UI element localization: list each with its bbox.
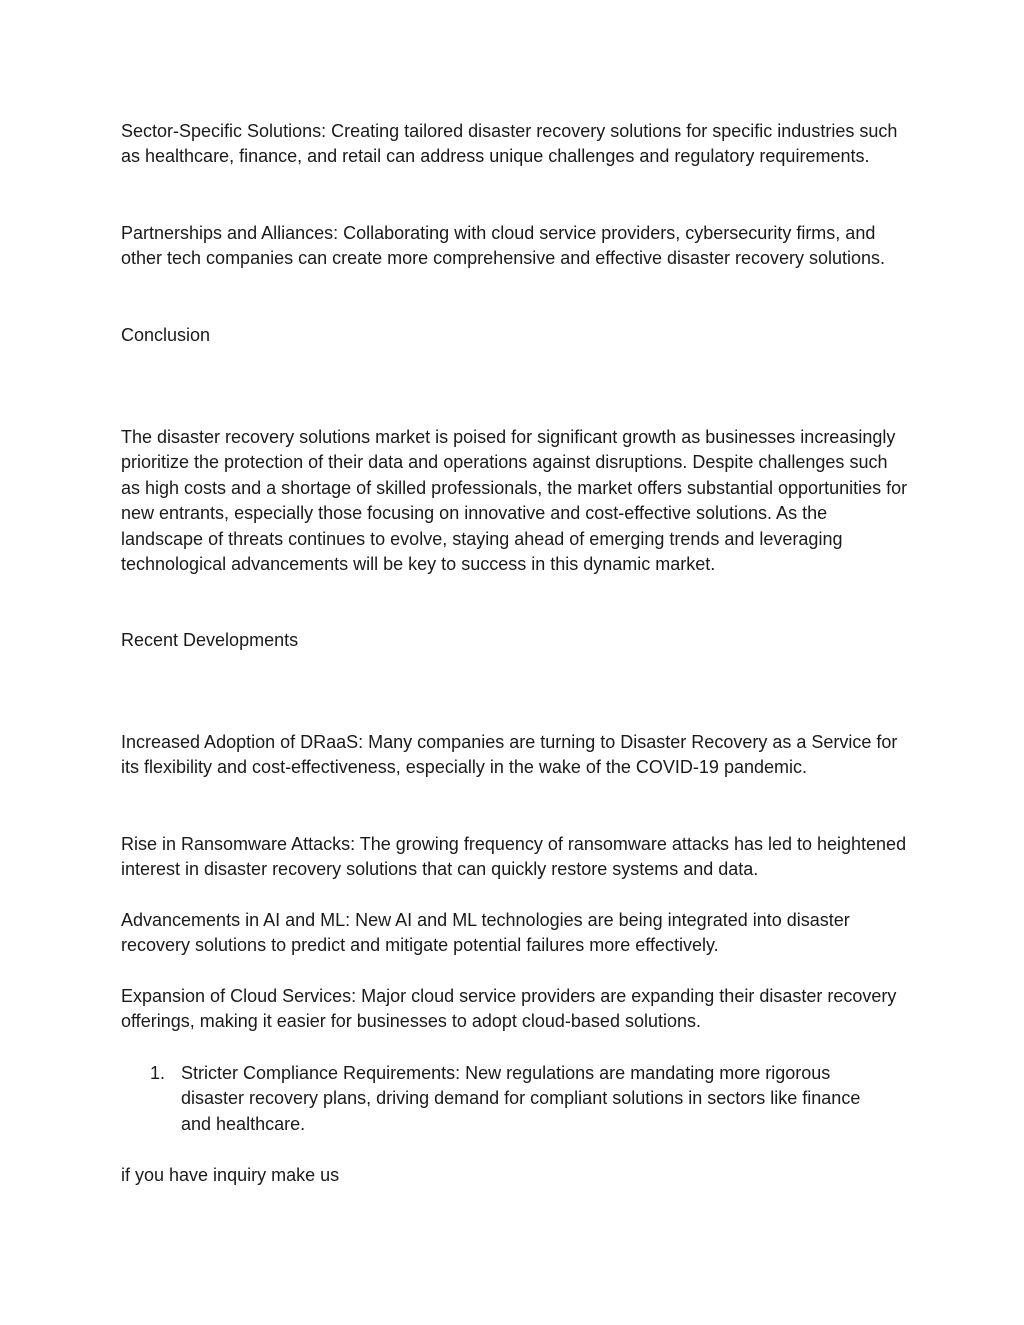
- paragraph-cloud-services-expansion: Expansion of Cloud Services: Major cloud service providers are expanding their disaster recovery offerings, making it easier for businesses to adopt cloud-based solutions.: [121, 986, 897, 1032]
- list-item: [121, 1061, 911, 1137]
- paragraph-sector-specific-solutions: Sector-Specific Solutions: Creating tailored disaster recovery solutions for specific industries such as healthcare, finance, and retail can address unique challenges and regulatory requirements.: [121, 121, 898, 167]
- list-item-text: Stricter Compliance Requirements: New regulations are mandating more rigorous disaster recovery plans, driving demand for compliant solutions in sectors like finance and healthcare.: [181, 1063, 861, 1134]
- list-item-number: 1.: [150, 1063, 166, 1083]
- paragraph-ai-ml-advancements: Advancements in AI and ML: New AI and ML technologies are being integrated into disaster recovery solutions to predict and mitigate potential failures more effectively.: [121, 910, 850, 956]
- heading-conclusion: Conclusion: [121, 325, 211, 345]
- paragraph-conclusion-body: The disaster recovery solutions market is poised for significant growth as businesses increasingly prioritize the protection of their data and operations against disruptions. Despite challenges such as high costs and a shortage of skilled professionals, the market offers substantial opportunities for new entrants, especially those focusing on innovative and cost-effective solutions. As the landscape of threats continues to evolve, staying ahead of emerging trends and leveraging technological advancements will be key to success in this dynamic market.: [121, 427, 908, 575]
- paragraph-partnerships-and-alliances: Partnerships and Alliances: Collaborating with cloud service providers, cybersecurity firms, and other tech companies can create more comprehensive and effective disaster recovery solutions.: [121, 223, 886, 269]
- closing-line: if you have inquiry make us: [121, 1165, 340, 1185]
- paragraph-ransomware-attacks: Rise in Ransomware Attacks: The growing frequency of ransomware attacks has led to heightened interest in disaster recovery solutions that can quickly restore systems and data.: [121, 834, 907, 880]
- heading-recent-developments: Recent Developments: [121, 630, 299, 650]
- paragraph-draas-adoption: Increased Adoption of DRaaS: Many companies are turning to Disaster Recovery as a Service for its flexibility and cost-effectiveness, especially in the wake of the COVID-19 pandemic.: [121, 732, 898, 778]
